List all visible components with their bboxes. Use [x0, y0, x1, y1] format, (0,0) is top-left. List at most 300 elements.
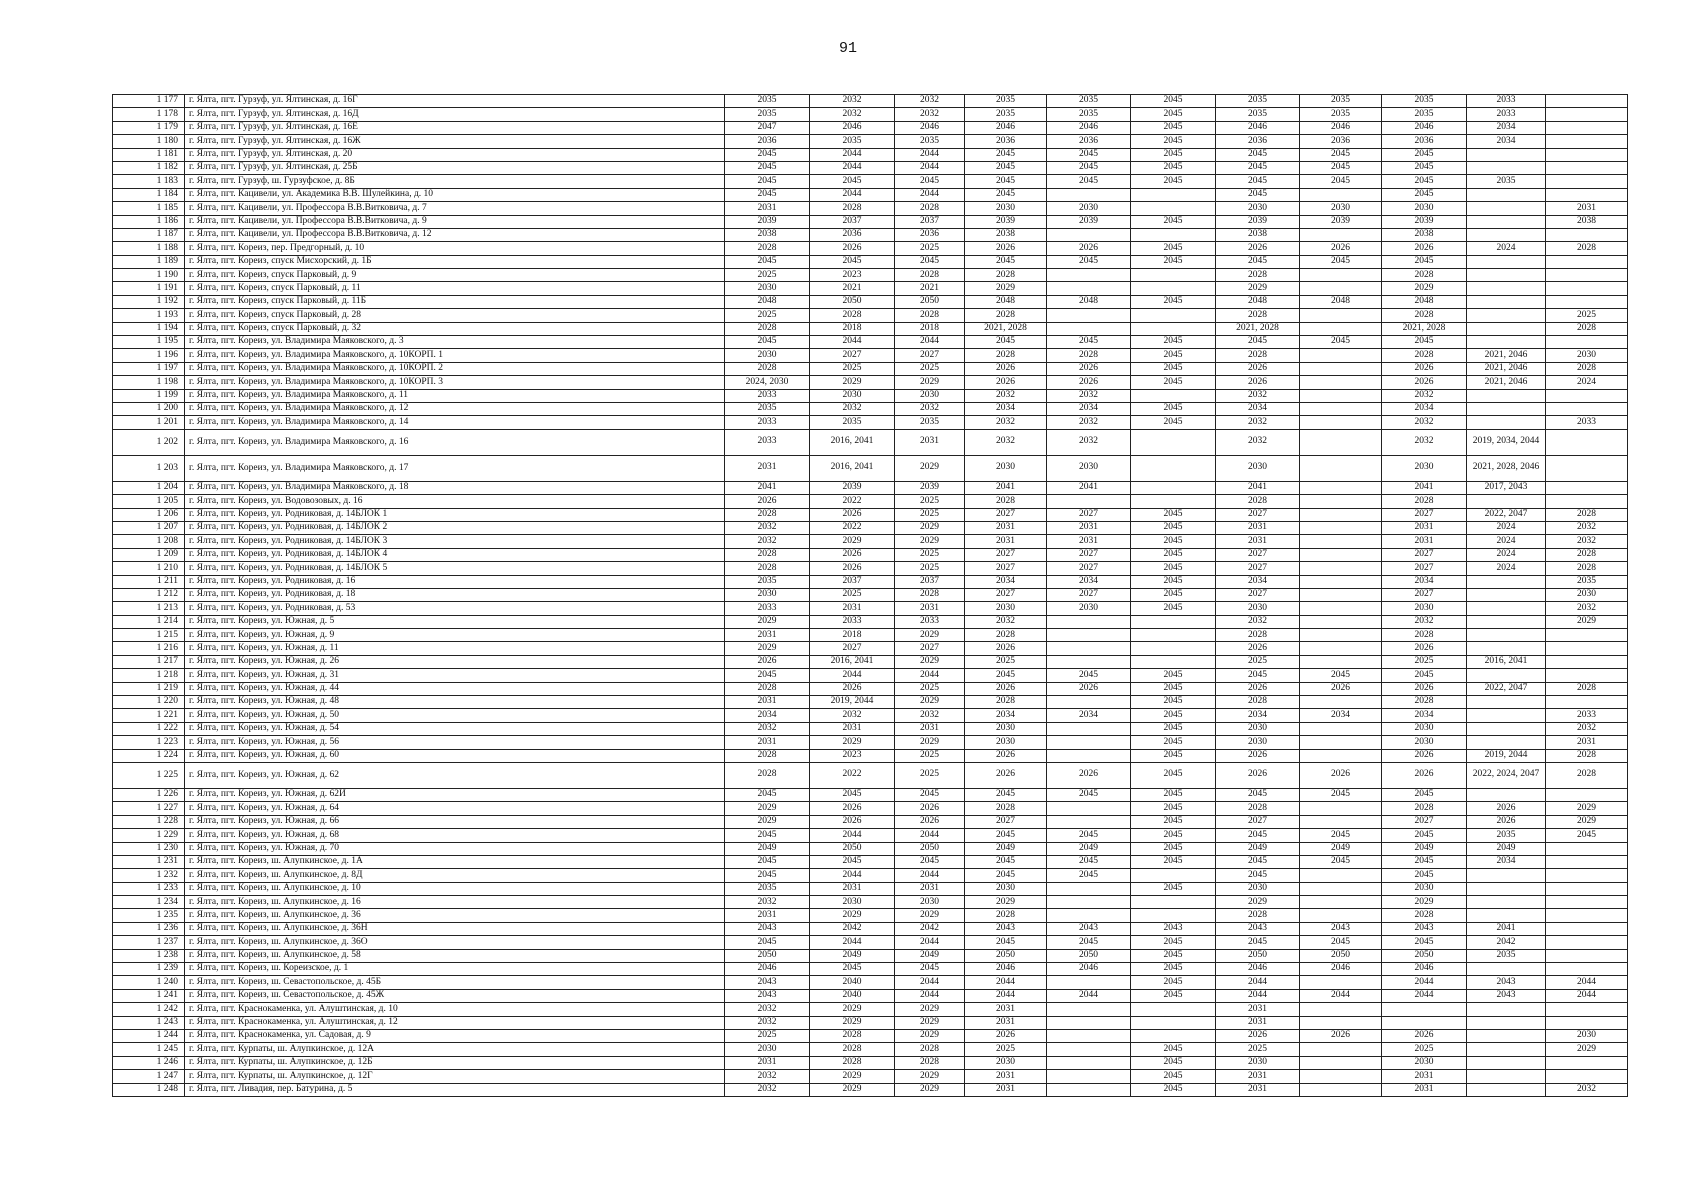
year-cell	[1047, 896, 1131, 909]
table-row	[113, 976, 1628, 989]
year-cell: 2027	[895, 642, 965, 655]
row-number-cell: 1 194	[113, 322, 185, 335]
year-cell: 2030	[1382, 202, 1467, 215]
year-cell: 2044	[965, 989, 1047, 1002]
year-cell	[1546, 108, 1628, 121]
address-cell: г. Ялта, пгт. Кореиз, ул. Владимира Маяковского, д. 14	[185, 416, 725, 429]
table-row	[113, 909, 1628, 922]
address-cell: г. Ялта, пгт. Кореиз, спуск Парковый, д. 11Б	[185, 295, 725, 308]
year-cell: 2030	[895, 389, 965, 402]
year-cell: 2029	[810, 736, 895, 749]
year-cell: 2028	[1382, 349, 1467, 362]
year-cell: 2045	[1216, 161, 1300, 174]
year-cell: 2045	[1131, 829, 1216, 842]
year-cell	[1300, 882, 1382, 895]
year-cell	[1131, 1016, 1216, 1029]
year-cell	[1300, 1056, 1382, 1069]
year-cell: 2036	[1300, 135, 1382, 148]
year-cell: 2045	[965, 255, 1047, 268]
year-cell: 2032	[1047, 389, 1131, 402]
year-cell: 2016, 2041	[1467, 655, 1546, 668]
year-cell	[1300, 228, 1382, 241]
year-cell	[1467, 148, 1546, 161]
year-cell: 2025	[895, 242, 965, 255]
year-cell: 2031	[1216, 521, 1300, 534]
year-cell: 2045	[1047, 175, 1131, 188]
year-cell: 2029	[1382, 896, 1467, 909]
table-row	[113, 495, 1628, 508]
year-cell: 2021, 2046	[1467, 362, 1546, 375]
table-row	[113, 922, 1628, 935]
year-cell: 2033	[1467, 95, 1546, 108]
year-cell: 2045	[1131, 842, 1216, 855]
address-cell: г. Ялта, пгт. Кореиз, ул. Родниковая, д. 14БЛОК 1	[185, 508, 725, 521]
year-cell: 2022, 2024, 2047	[1467, 762, 1546, 788]
year-cell: 2045	[1300, 255, 1382, 268]
row-number-cell: 1 184	[113, 188, 185, 201]
year-cell: 2026	[1047, 682, 1131, 695]
year-cell: 2031	[725, 202, 810, 215]
year-cell: 2041	[1047, 481, 1131, 494]
table-row	[113, 535, 1628, 548]
year-cell: 2036	[895, 228, 965, 241]
year-cell: 2031	[1216, 1003, 1300, 1016]
year-cell: 2026	[810, 562, 895, 575]
year-cell: 2045	[1131, 989, 1216, 1002]
year-cell	[1131, 481, 1216, 494]
year-cell: 2025	[725, 309, 810, 322]
year-cell: 2034	[1467, 855, 1546, 868]
year-cell: 2032	[725, 722, 810, 735]
year-cell: 2025	[895, 749, 965, 762]
year-cell: 2044	[810, 829, 895, 842]
year-cell: 2045	[1216, 175, 1300, 188]
table-row	[113, 896, 1628, 909]
year-cell: 2028	[965, 696, 1047, 709]
year-cell: 2025	[810, 588, 895, 601]
year-cell: 2045	[810, 788, 895, 801]
year-cell	[1467, 575, 1546, 588]
year-cell: 2032	[1546, 602, 1628, 615]
year-cell: 2045	[1131, 242, 1216, 255]
year-cell: 2030	[725, 588, 810, 601]
year-cell: 2031	[1216, 1070, 1300, 1083]
table-row	[113, 362, 1628, 375]
year-cell: 2026	[1216, 762, 1300, 788]
year-cell	[1467, 588, 1546, 601]
year-cell	[1467, 629, 1546, 642]
year-cell: 2030	[1382, 882, 1467, 895]
year-cell	[1131, 896, 1216, 909]
row-number-cell: 1 216	[113, 642, 185, 655]
year-cell: 2027	[1216, 815, 1300, 828]
year-cell: 2028	[810, 1030, 895, 1043]
year-cell	[1467, 161, 1546, 174]
row-number-cell: 1 232	[113, 869, 185, 882]
year-cell: 2028	[725, 508, 810, 521]
year-cell: 2029	[895, 1016, 965, 1029]
year-cell: 2027	[965, 508, 1047, 521]
year-cell: 2026	[1216, 376, 1300, 389]
year-cell: 2043	[1382, 922, 1467, 935]
year-cell: 2028	[1216, 495, 1300, 508]
year-cell: 2045	[1382, 148, 1467, 161]
row-number-cell: 1 242	[113, 1003, 185, 1016]
year-cell: 2050	[1382, 949, 1467, 962]
year-cell: 2031	[1546, 736, 1628, 749]
year-cell	[1467, 909, 1546, 922]
year-cell: 2026	[1300, 682, 1382, 695]
table-row	[113, 762, 1628, 788]
year-cell: 2031	[1382, 1070, 1467, 1083]
row-number-cell: 1 248	[113, 1083, 185, 1096]
year-cell: 2026	[810, 802, 895, 815]
table-row	[113, 215, 1628, 228]
year-cell	[1131, 629, 1216, 642]
year-cell	[1300, 642, 1382, 655]
year-cell: 2045	[1300, 336, 1382, 349]
year-cell: 2049	[1467, 842, 1546, 855]
row-number-cell: 1 193	[113, 309, 185, 322]
year-cell: 2049	[810, 949, 895, 962]
year-cell	[1047, 495, 1131, 508]
year-cell: 2033	[1546, 709, 1628, 722]
year-cell: 2030	[810, 896, 895, 909]
year-cell: 2031	[1216, 535, 1300, 548]
row-number-cell: 1 195	[113, 336, 185, 349]
year-cell: 2045	[725, 829, 810, 842]
year-cell: 2045	[725, 669, 810, 682]
year-cell: 2025	[965, 655, 1047, 668]
year-cell	[1047, 1030, 1131, 1043]
year-cell	[1467, 1003, 1546, 1016]
year-cell: 2033	[725, 416, 810, 429]
year-cell: 2032	[1216, 416, 1300, 429]
year-cell: 2045	[1131, 416, 1216, 429]
year-cell: 2025	[895, 682, 965, 695]
year-cell: 2045	[1131, 295, 1216, 308]
year-cell	[1300, 548, 1382, 561]
year-cell: 2028	[895, 269, 965, 282]
row-number-cell: 1 243	[113, 1016, 185, 1029]
table-row	[113, 655, 1628, 668]
year-cell	[1467, 269, 1546, 282]
year-cell	[1300, 722, 1382, 735]
year-cell: 2022, 2047	[1467, 508, 1546, 521]
year-cell: 2028	[895, 202, 965, 215]
address-cell: г. Ялта, пгт. Кореиз, ул. Южная, д. 54	[185, 722, 725, 735]
year-cell	[1131, 615, 1216, 628]
year-cell: 2027	[965, 548, 1047, 561]
year-cell: 2035	[725, 95, 810, 108]
year-cell: 2029	[810, 376, 895, 389]
year-cell: 2044	[895, 188, 965, 201]
year-cell: 2045	[1216, 936, 1300, 949]
year-cell	[1047, 976, 1131, 989]
year-cell: 2032	[1382, 615, 1467, 628]
year-cell: 2041	[1382, 481, 1467, 494]
year-cell	[1546, 389, 1628, 402]
year-cell: 2028	[1382, 269, 1467, 282]
table-row	[113, 429, 1628, 455]
year-cell: 2026	[1300, 1030, 1382, 1043]
year-cell: 2030	[810, 389, 895, 402]
year-cell: 2028	[1382, 629, 1467, 642]
year-cell: 2045	[725, 788, 810, 801]
row-number-cell: 1 196	[113, 349, 185, 362]
row-number-cell: 1 179	[113, 121, 185, 134]
year-cell: 2030	[965, 736, 1047, 749]
address-cell: г. Ялта, пгт. Кореиз, спуск Парковый, д. 32	[185, 322, 725, 335]
year-cell: 2045	[1300, 829, 1382, 842]
year-cell: 2027	[1382, 508, 1467, 521]
year-cell: 2045	[810, 255, 895, 268]
year-cell: 2045	[725, 148, 810, 161]
year-cell: 2031	[965, 1003, 1047, 1016]
year-cell: 2045	[1131, 349, 1216, 362]
row-number-cell: 1 218	[113, 669, 185, 682]
table-row	[113, 815, 1628, 828]
year-cell: 2045	[725, 855, 810, 868]
year-cell: 2030	[1546, 588, 1628, 601]
address-cell: г. Ялта, пгт. Кореиз, ул. Южная, д. 48	[185, 696, 725, 709]
year-cell: 2045	[1047, 669, 1131, 682]
year-cell	[1467, 788, 1546, 801]
table-row	[113, 95, 1628, 108]
year-cell: 2043	[1300, 922, 1382, 935]
year-cell	[1467, 869, 1546, 882]
year-cell: 2031	[810, 602, 895, 615]
address-cell: г. Ялта, пгт. Кореиз, ул. Родниковая, д. 14БЛОК 2	[185, 521, 725, 534]
year-cell: 2031	[895, 602, 965, 615]
table-row	[113, 882, 1628, 895]
year-cell: 2045	[1047, 829, 1131, 842]
row-number-cell: 1 178	[113, 108, 185, 121]
year-cell	[1300, 615, 1382, 628]
year-cell: 2046	[810, 121, 895, 134]
address-cell: г. Ялта, пгт. Краснокаменка, ул. Алуштинская, д. 10	[185, 1003, 725, 1016]
address-cell: г. Ялта, пгт. Гурзуф, ул. Ялтинская, д. 20	[185, 148, 725, 161]
year-cell: 2026	[810, 242, 895, 255]
year-cell: 2027	[1382, 815, 1467, 828]
year-cell: 2050	[895, 295, 965, 308]
address-cell: г. Ялта, пгт. Ливадия, пер. Батурина, д. 5	[185, 1083, 725, 1096]
address-cell: г. Ялта, пгт. Кореиз, ул. Родниковая, д. 14БЛОК 4	[185, 548, 725, 561]
table-row	[113, 121, 1628, 134]
year-cell: 2041	[1216, 481, 1300, 494]
address-cell: г. Ялта, пгт. Кореиз, ул. Южная, д. 60	[185, 749, 725, 762]
row-number-cell: 1 234	[113, 896, 185, 909]
year-cell: 2035	[725, 575, 810, 588]
year-cell	[1131, 309, 1216, 322]
year-cell	[1546, 402, 1628, 415]
address-cell: г. Ялта, пгт. Курпаты, ш. Алупкинское, д. 12Г	[185, 1070, 725, 1083]
row-number-cell: 1 213	[113, 602, 185, 615]
year-cell: 2028	[1546, 322, 1628, 335]
year-cell: 2049	[1382, 842, 1467, 855]
year-cell	[1300, 402, 1382, 415]
year-cell	[1467, 402, 1546, 415]
year-cell: 2044	[1546, 976, 1628, 989]
year-cell	[1300, 455, 1382, 481]
table-row	[113, 402, 1628, 415]
year-cell: 2045	[1047, 336, 1131, 349]
year-cell	[1546, 963, 1628, 976]
table-row	[113, 349, 1628, 362]
year-cell: 2038	[1546, 215, 1628, 228]
year-cell: 2029	[725, 642, 810, 655]
year-cell: 2043	[1047, 922, 1131, 935]
table-row	[113, 722, 1628, 735]
address-cell: г. Ялта, пгт. Кореиз, ул. Владимира Маяковского, д. 11	[185, 389, 725, 402]
table-row	[113, 255, 1628, 268]
year-cell: 2045	[1131, 602, 1216, 615]
year-cell: 2026	[1382, 362, 1467, 375]
table-row	[113, 481, 1628, 494]
year-cell: 2045	[810, 963, 895, 976]
table-row	[113, 788, 1628, 801]
address-cell: г. Ялта, пгт. Краснокаменка, ул. Алуштинская, д. 12	[185, 1016, 725, 1029]
year-cell: 2027	[1216, 588, 1300, 601]
row-number-cell: 1 219	[113, 682, 185, 695]
year-cell	[1300, 389, 1382, 402]
year-cell: 2029	[725, 815, 810, 828]
year-cell: 2025	[895, 362, 965, 375]
year-cell: 2030	[1216, 202, 1300, 215]
year-cell: 2044	[810, 869, 895, 882]
year-cell: 2036	[1216, 135, 1300, 148]
year-cell: 2029	[895, 521, 965, 534]
year-cell: 2026	[1216, 362, 1300, 375]
year-cell: 2047	[725, 121, 810, 134]
year-cell: 2045	[1131, 175, 1216, 188]
year-cell: 2045	[895, 788, 965, 801]
year-cell: 2035	[965, 95, 1047, 108]
year-cell: 2034	[1382, 575, 1467, 588]
year-cell: 2045	[1382, 855, 1467, 868]
year-cell: 2045	[1216, 855, 1300, 868]
year-cell	[1300, 1016, 1382, 1029]
table-row	[113, 1030, 1628, 1043]
year-cell	[1467, 309, 1546, 322]
year-cell: 2025	[1382, 1043, 1467, 1056]
year-cell: 2036	[810, 228, 895, 241]
year-cell: 2031	[965, 1070, 1047, 1083]
row-number-cell: 1 183	[113, 175, 185, 188]
year-cell: 2028	[965, 349, 1047, 362]
year-cell	[1467, 282, 1546, 295]
year-cell: 2032	[895, 709, 965, 722]
year-cell: 2045	[1216, 336, 1300, 349]
year-cell: 2026	[965, 376, 1047, 389]
year-cell: 2045	[1131, 669, 1216, 682]
table-row	[113, 108, 1628, 121]
year-cell: 2031	[965, 1083, 1047, 1096]
year-cell: 2029	[725, 615, 810, 628]
year-cell: 2030	[1216, 722, 1300, 735]
table-row	[113, 336, 1628, 349]
year-cell: 2045	[1382, 829, 1467, 842]
year-cell: 2042	[895, 922, 965, 935]
year-cell	[1300, 976, 1382, 989]
year-cell: 2045	[725, 175, 810, 188]
year-cell: 2039	[1300, 215, 1382, 228]
year-cell: 2050	[1216, 949, 1300, 962]
row-number-cell: 1 215	[113, 629, 185, 642]
year-cell	[1546, 842, 1628, 855]
year-cell	[1300, 1003, 1382, 1016]
year-cell: 2027	[895, 349, 965, 362]
year-cell: 2028	[1382, 802, 1467, 815]
year-cell: 2018	[895, 322, 965, 335]
year-cell: 2018	[810, 629, 895, 642]
year-cell: 2045	[1300, 936, 1382, 949]
year-cell: 2031	[1382, 535, 1467, 548]
year-cell: 2028	[965, 802, 1047, 815]
year-cell: 2046	[1047, 121, 1131, 134]
address-cell: г. Ялта, пгт. Гурзуф, ул. Ялтинская, д. 25Б	[185, 161, 725, 174]
year-cell	[1467, 1016, 1546, 1029]
year-cell: 2045	[1131, 535, 1216, 548]
year-cell: 2016, 2041	[810, 429, 895, 455]
year-cell: 2044	[895, 148, 965, 161]
year-cell	[1300, 736, 1382, 749]
year-cell	[1047, 322, 1131, 335]
year-cell	[1546, 429, 1628, 455]
year-cell	[1546, 896, 1628, 909]
year-cell: 2031	[725, 1056, 810, 1069]
year-cell: 2034	[1216, 575, 1300, 588]
year-cell	[1467, 215, 1546, 228]
year-cell	[1300, 602, 1382, 615]
year-cell: 2045	[1216, 829, 1300, 842]
year-cell	[1300, 815, 1382, 828]
year-cell: 2044	[895, 669, 965, 682]
year-cell: 2022	[810, 495, 895, 508]
year-cell	[1047, 282, 1131, 295]
year-cell	[1467, 336, 1546, 349]
year-cell: 2033	[725, 389, 810, 402]
year-cell: 2028	[810, 202, 895, 215]
year-cell: 2038	[1216, 228, 1300, 241]
address-cell: г. Ялта, пгт. Гурзуф, ул. Ялтинская, д. 16Г	[185, 95, 725, 108]
year-cell: 2045	[1131, 855, 1216, 868]
year-cell	[1546, 228, 1628, 241]
address-cell: г. Ялта, пгт. Кореиз, ул. Родниковая, д. 53	[185, 602, 725, 615]
year-cell: 2045	[1131, 215, 1216, 228]
year-cell: 2030	[965, 602, 1047, 615]
year-cell: 2044	[810, 148, 895, 161]
year-cell	[1546, 655, 1628, 668]
year-cell: 2032	[725, 1083, 810, 1096]
year-cell: 2027	[810, 349, 895, 362]
year-cell: 2026	[1467, 815, 1546, 828]
address-cell: г. Ялта, пгт. Кацивели, ул. Профессора В.В.Витковича, д. 7	[185, 202, 725, 215]
year-cell: 2045	[1131, 1056, 1216, 1069]
table-row	[113, 642, 1628, 655]
year-cell: 2028	[1546, 562, 1628, 575]
year-cell	[1131, 655, 1216, 668]
year-cell: 2042	[1467, 936, 1546, 949]
year-cell: 2025	[1216, 655, 1300, 668]
year-cell: 2049	[895, 949, 965, 962]
year-cell: 2045	[1131, 882, 1216, 895]
row-number-cell: 1 180	[113, 135, 185, 148]
year-cell	[1467, 495, 1546, 508]
year-cell	[1300, 495, 1382, 508]
table-row	[113, 202, 1628, 215]
year-cell: 2045	[725, 336, 810, 349]
